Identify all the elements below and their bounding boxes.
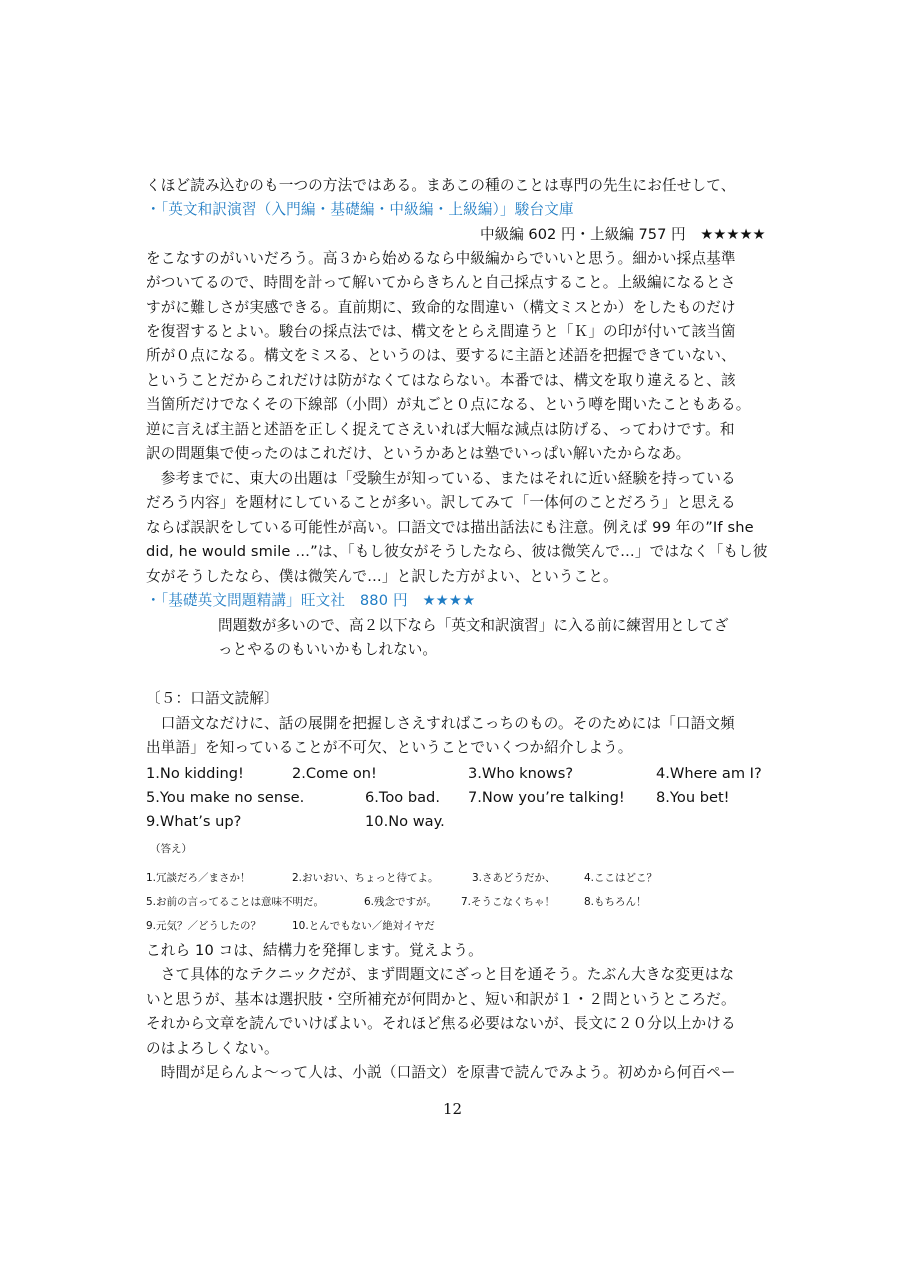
phrase-item: 7.Now you’re talking! [468, 789, 625, 806]
body-line: ということだからこれだけは防がなくてはならない。本番では、構文を取り違えると、該 [146, 372, 736, 389]
answer-item: 6.残念ですが。 [364, 896, 438, 908]
answer-item: 7.そうこなくちゃ！ [461, 896, 556, 908]
body-line: 逆に言えば主語と述語を正しく捉えてさえいれば大幅な減点は防げる、ってわけです。和 [146, 421, 735, 438]
book-note-line: 問題数が多いので、高２以下なら「英文和訳演習」に入る前に練習用としてざ [218, 617, 729, 634]
answer-item: 1.冗談だろ／まさか！ [146, 872, 251, 884]
body-line: 時間が足らんよ〜って人は、小説（口語文）を原書で読んでみよう。初めから何百ペー [146, 1064, 736, 1081]
body-line: のはよろしくない。 [146, 1040, 279, 1057]
answer-item: 5.お前の言ってることは意味不明だ。 [146, 896, 325, 908]
body-line: 参考までに、東大の出題は「受験生が知っている、またはそれに近い経験を持っている [146, 470, 736, 487]
body-line: さて具体的なテクニックだが、まず問題文にざっと目を通そう。たぶん大きな変更はな [146, 966, 735, 983]
answer-item: 10.とんでもない／絶対イヤだ [292, 920, 435, 932]
body-line: すがに難しさが実感できる。直前期に、致命的な間違い（構文ミスとか）をしたものだけ [146, 299, 736, 316]
book-title-1: ・「英文和訳演習（入門編・基礎編・中級編・上級編）」駿台文庫 [146, 201, 574, 218]
answer-item: 9.元気？／どうしたの？ [146, 920, 262, 932]
phrase-item: 8.You bet! [656, 789, 730, 806]
body-line: くほど読み込むのも一つの方法ではある。まあこの種のことは専門の先生にお任せして、 [146, 177, 736, 194]
body-line: これら 10 コは、結構力を発揮します。覚えよう。 [146, 942, 483, 959]
body-line: いと思うが、基本は選択肢・空所補充が何問かと、短い和訳が１・２問というところだ。 [146, 991, 736, 1008]
body-line: 所が０点になる。構文をミスる、というのは、要するに主語と述語を把握できていない、 [146, 347, 736, 364]
answer-item: 8.もちろん！ [584, 896, 647, 908]
body-line: 当箇所だけでなくその下線部（小問）が丸ごと０点になる、という噂を聞いたこともある。 [146, 396, 751, 413]
phrase-item: 1.No kidding! [146, 765, 244, 782]
body-line: それから文章を読んでいけばよい。それほど焦る必要はないが、長文に２０分以上かける [146, 1015, 736, 1032]
page-number: 12 [442, 1100, 463, 1118]
phrase-item: 9.What’s up? [146, 813, 242, 830]
body-line: ならば誤訳をしている可能性が高い。口語文では描出話法にも注意。例えば 99 年の”If she [146, 519, 754, 536]
body-line: 女がそうしたなら、僕は微笑んで…」と訳した方がよい、ということ。 [146, 568, 618, 585]
answer-item: 3.さあどうだか、 [472, 872, 556, 884]
body-line: だろう内容」を題材にしていることが多い。訳してみて「一体何のことだろう」と思える [146, 494, 736, 511]
body-line: を復習するとよい。駿台の採点法では、構文をとらえ間違うと「Ｋ」の印が付いて該当箇 [146, 323, 736, 340]
phrase-item: 4.Where am I? [656, 765, 762, 782]
answer-item: 4.ここはどこ？ [584, 872, 658, 884]
answer-item: 2.おいおい、ちょっと待てよ。 [292, 872, 439, 884]
body-line: 出単語」を知っていることが不可欠、ということでいくつか紹介しよう。 [146, 739, 633, 756]
section-heading: 〔５：口語文読解〕 [146, 690, 279, 707]
phrase-item: 10.No way. [365, 813, 445, 830]
phrase-item: 2.Come on! [292, 765, 377, 782]
answers-label: （答え） [150, 843, 192, 855]
phrase-item: 6.Too bad. [365, 789, 440, 806]
book-title-2: ・「基礎英文問題精講」旺文社 880 円 ★★★★ [146, 592, 476, 609]
phrase-item: 3.Who knows? [468, 765, 574, 782]
body-line: did, he would smile …”は、「もし彼女がそうしたなら、彼は微笑んで…」ではなく「もし彼 [146, 543, 768, 560]
body-line: 訳の問題集で使ったのはこれだけ、というかあとは塾でいっぱい解いたからなあ。 [146, 445, 691, 462]
book-price-1: 中級編 602 円・上級編 757 円 ★★★★★ [480, 226, 766, 243]
phrase-item: 5.You make no sense. [146, 789, 305, 806]
body-line: をこなすのがいいだろう。高３から始めるなら中級編からでいいと思う。細かい採点基準 [146, 250, 736, 267]
book-note-line: っとやるのもいいかもしれない。 [218, 641, 437, 658]
body-line: 口語文なだけに、話の展開を把握しさえすればこっちのもの。そのためには「口語文頻 [146, 715, 735, 732]
body-line: がついてるので、時間を計って解いてからきちんと自己採点すること。上級編になるとさ [146, 274, 736, 291]
